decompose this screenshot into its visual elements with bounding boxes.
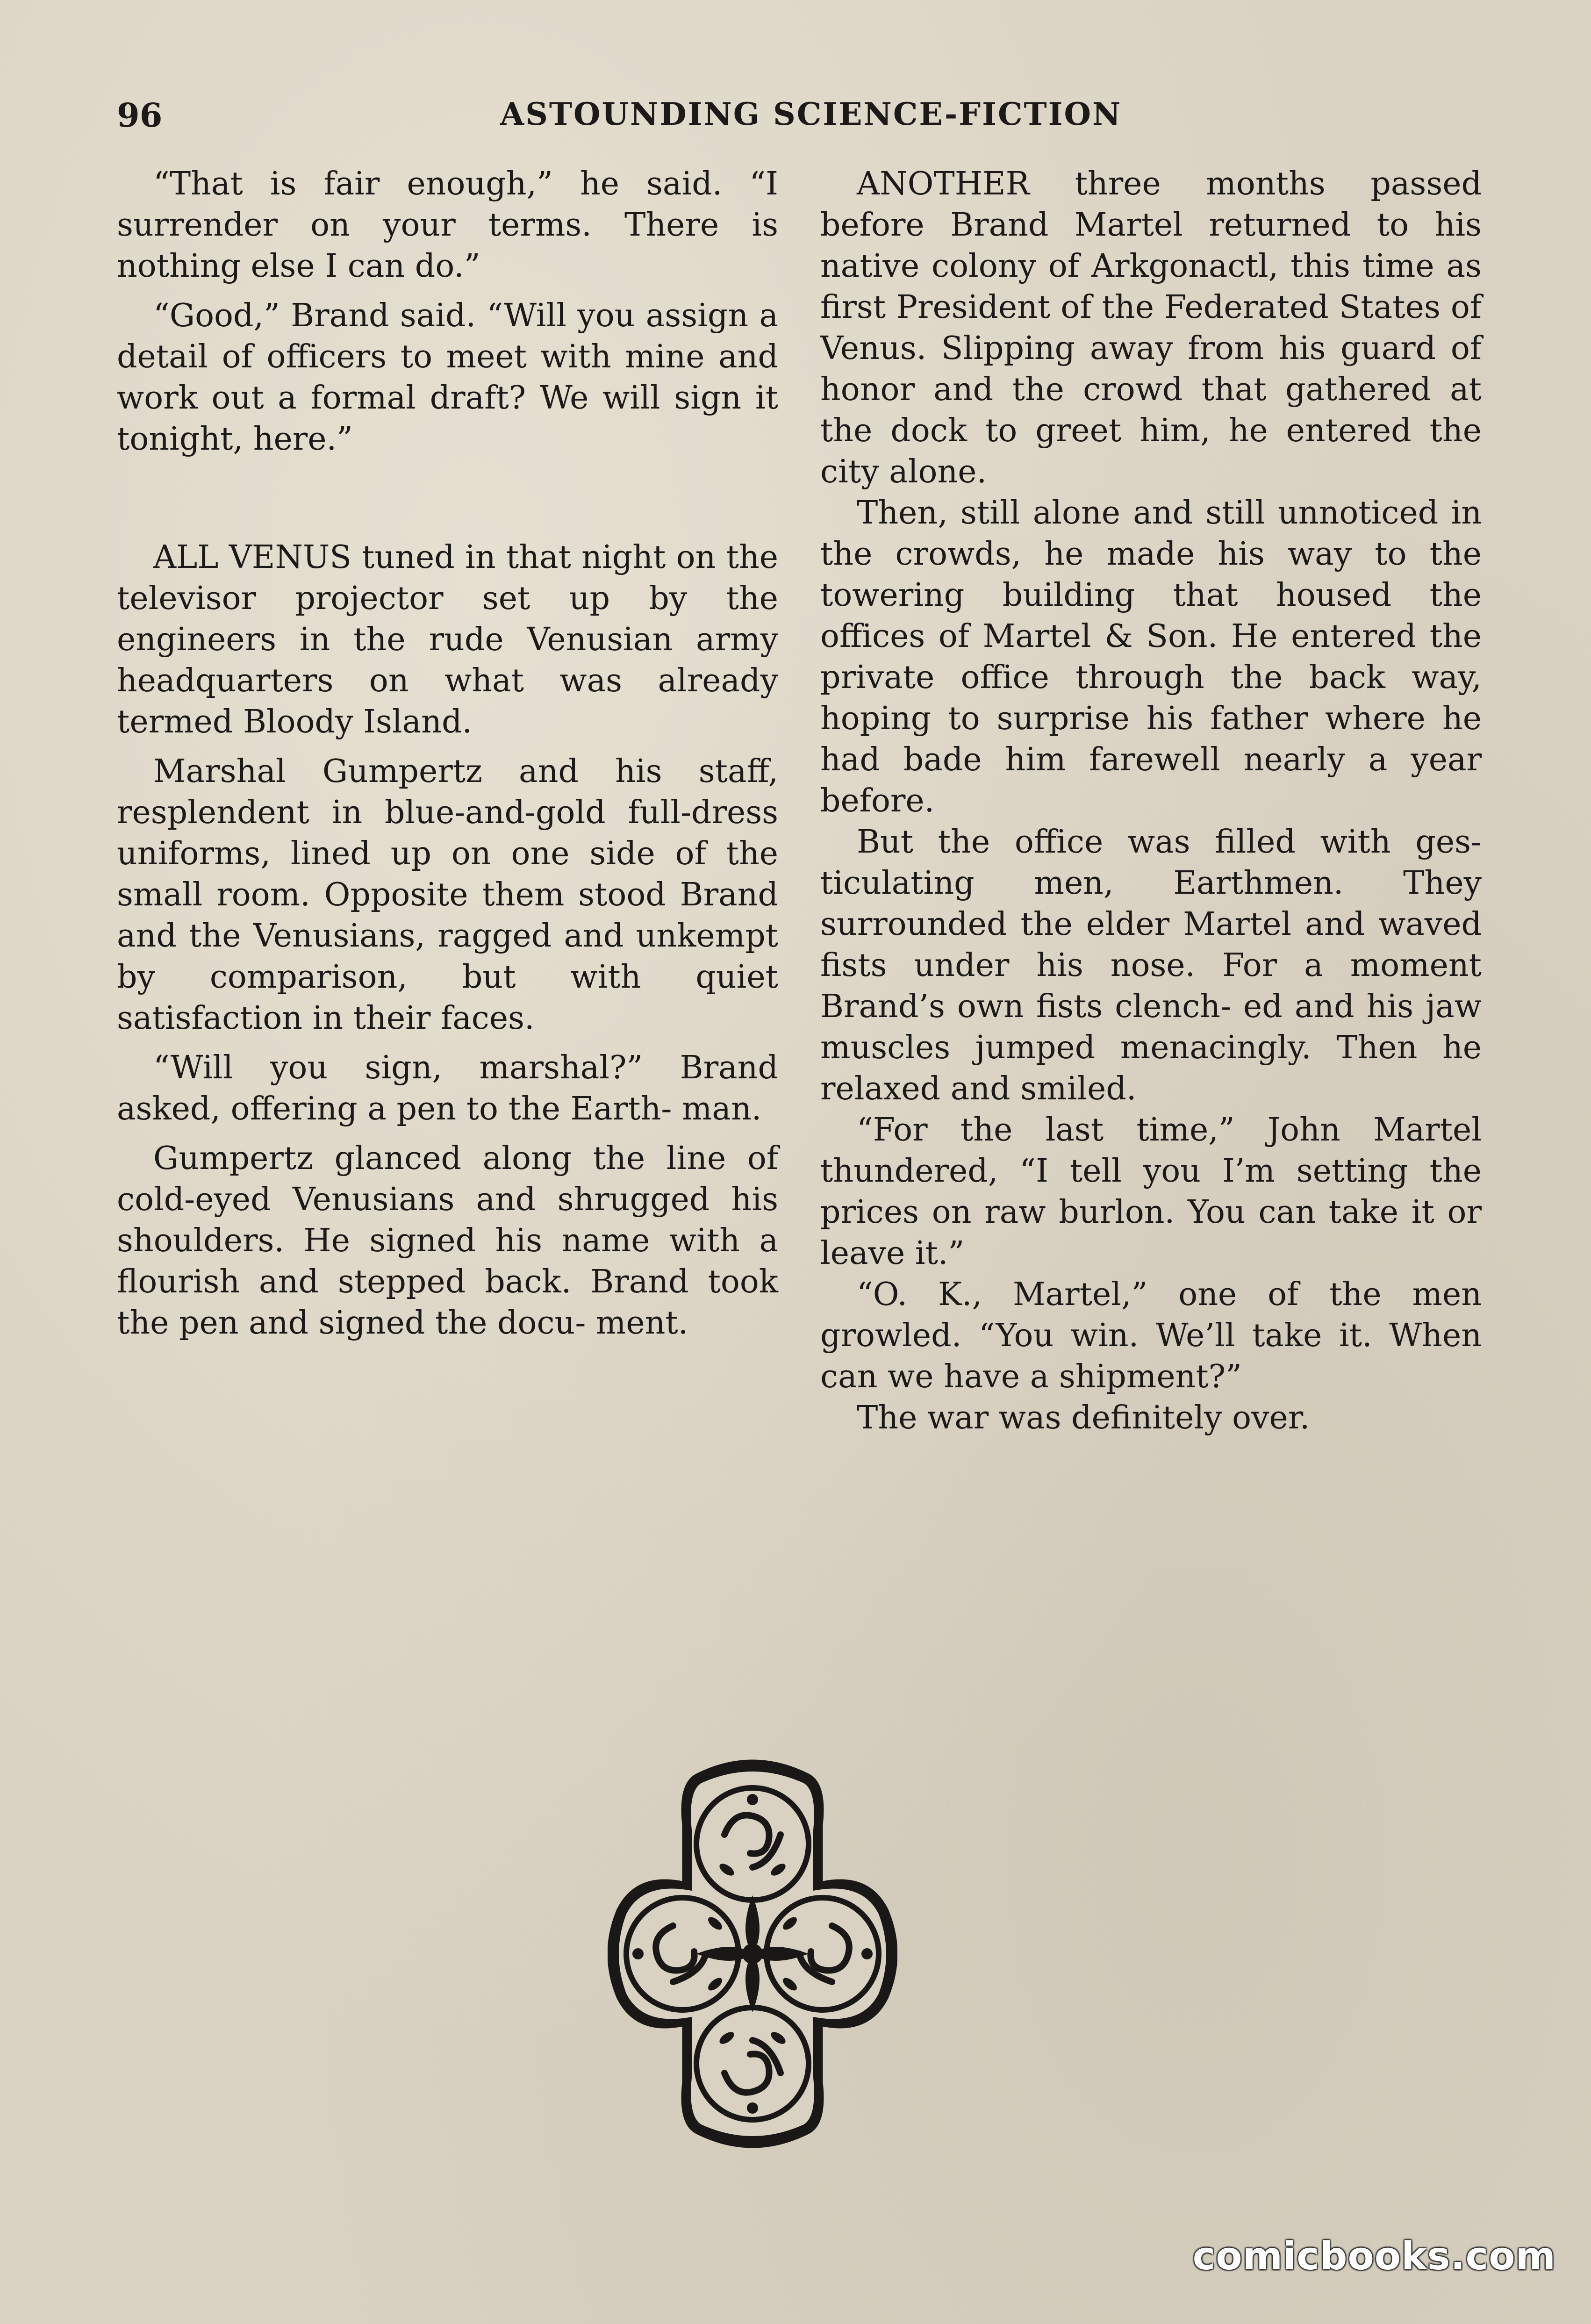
decorative-ornament-icon	[608, 1755, 897, 2152]
watermark: comicbooks.com	[1192, 2234, 1556, 2279]
paragraph: The war was definitely over.	[857, 1399, 1310, 1436]
paragraph: “Good,” Brand said. “Will you assign a detail of officers to meet with mine and work out a formal draft? We will sign it tonight, here.”	[117, 297, 778, 458]
paragraph: Marshal Gumpertz and his staff, resplendent in blue-and-gold full-dress uniforms, lined up on one side of the small room. Opposite them stood Brand and the Venusians, ragged and unkempt by comparison, but with quiet satisfaction in their faces.	[117, 753, 778, 1037]
paragraph: “O. K., Martel,” one of the men growled. “You win. We’ll take it. When can we have a shipment?”	[820, 1276, 1482, 1395]
paragraph: ANOTHER three months passed before Brand Martel returned to his native colony of Arkgonactl, this time as first President of the Federated States of Venus. Slipping away from his guard of honor and the crowd that gathered at the dock to greet him, he entered the city alone.	[820, 165, 1482, 490]
right-column	[820, 164, 1482, 1439]
paragraph: Gumpertz glanced along the line of cold-eyed Venusians and shrugged his shoulders. He signed his name with a flourish and stepped back. Brand took the pen and signed the docu- ment.	[117, 1140, 778, 1341]
paragraph: “Will you sign, marshal?” Brand asked, offering a pen to the Earth- man.	[117, 1049, 778, 1127]
paragraph: But the office was filled with ges- ticulating men, Earthmen. They surrounded the elder Martel and waved fists under his nose. For a moment Brand’s own fists clench- ed and his jaw muscles jumped menacingly. Then he relaxed and smiled.	[820, 824, 1482, 1107]
running-title: ASTOUNDING SCIENCE-FICTION	[500, 96, 1122, 132]
paragraph: “That is fair enough,” he said. “I surrender on your terms. There is nothing else I can do.”	[117, 165, 778, 285]
paragraph: ALL VENUS tuned in that night on the televisor projector set up by the engineers in the rude Venusian army headquarters on what was already termed Bloody Island.	[117, 539, 778, 740]
left-column	[117, 164, 778, 1344]
paragraph: “For the last time,” John Martel thundered, “I tell you I’m setting the prices on raw burlon. You can take it or leave it.”	[820, 1112, 1482, 1272]
paragraph: Then, still alone and still unnoticed in the crowds, he made his way to the towering building that housed the offices of Martel & Son. He entered the private office through the back way, hoping to surprise his father where he had bade him farewell nearly a year before.	[820, 495, 1482, 819]
page-number: 96	[117, 96, 163, 135]
page-header	[117, 96, 1482, 138]
